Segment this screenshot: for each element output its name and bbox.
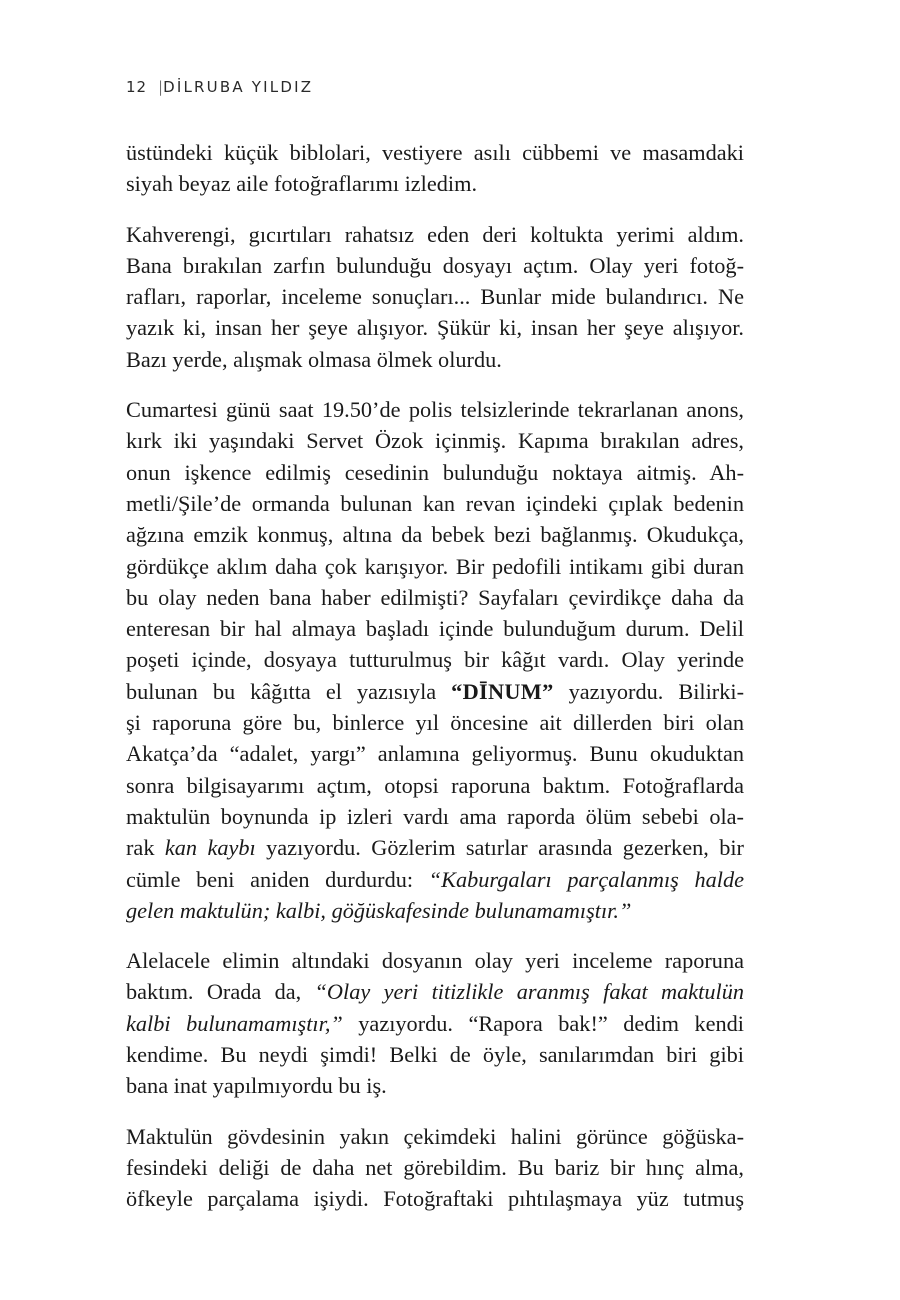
text-line: Alelacele elimin altındaki dosyanın olay yeri inceleme raporuna — [126, 948, 744, 974]
italic-quote: kalbi bulunamamıştır,” — [126, 1010, 343, 1036]
paragraph-5 — [126, 1121, 744, 1215]
text-segment: cümle beni aniden durdurdu: — [126, 866, 429, 892]
running-header — [126, 78, 313, 96]
text-line-keyword — [126, 676, 744, 707]
text-line: rafları, raporlar, inceleme sonuçları... Bunlar mide bulandırıcı. Ne — [126, 284, 744, 310]
author-name: DİLRUBA YILDIZ — [163, 78, 314, 96]
text-line: Bana bırakılan zarfın bulunduğu dosyayı açtım. Olay yeri fotoğ- — [126, 252, 744, 278]
text-line: kırk iki yaşındaki Servet Özok içinmiş. Kapıma bırakılan adres, — [126, 428, 744, 454]
text-line: şi raporuna göre bu, binlerce yıl öncesine ait dillerden biri olan — [126, 710, 744, 736]
text-segment: yazıyordu. Gözlerim satırlar arasında gezerken, bir — [255, 835, 744, 861]
text-line: metli/Şile’de ormanda bulunan kan revan içindeki çıplak bedenin — [126, 490, 744, 516]
header-separator: | — [158, 78, 164, 96]
paragraph-3 — [126, 394, 744, 926]
text-line: onun işkence edilmiş cesedinin bulunduğu noktaya aitmiş. Ah- — [126, 459, 744, 485]
text-segment: yazıyordu. Bilirki- — [553, 678, 744, 704]
text-line-quote — [126, 976, 744, 1007]
text-line: bu olay neden bana haber edilmişti? Sayfaları çevirdikçe daha da — [126, 584, 744, 610]
text-line: ağzına emzik konmuş, altına da bebek bezi bağlanmış. Okudukça, — [126, 522, 744, 548]
italic-quote: “Olay yeri titizlikle aranmış fakat maktulün — [314, 979, 744, 1005]
text-line: siyah beyaz aile fotoğraflarımı izledim. — [126, 171, 478, 197]
page-number: 12 — [126, 78, 148, 96]
text-line-quote — [126, 864, 744, 895]
text-segment: rak — [126, 835, 165, 861]
text-line-italic — [126, 832, 744, 863]
text-line: Cumartesi günü saat 19.50’de polis telsizlerinde tekrarlanan anons, — [126, 397, 744, 423]
text-line: Bazı yerde, alışmak olmasa ölmek olurdu. — [126, 346, 502, 372]
text-line: Akatça’da “adalet, yargı” anlamına geliyormuş. Bunu okuduktan — [126, 741, 744, 767]
paragraph-4 — [126, 945, 744, 1101]
text-line-quote-end — [126, 895, 744, 926]
italic-quote: “Kaburgaları parçalanmış halde — [428, 866, 744, 892]
text-line: gördükçe aklım daha çok karışıyor. Bir pedofili intikamı gibi duran — [126, 553, 744, 579]
text-line: fesindeki deliği de daha net görebildim. Bu bariz bir hınç alma, — [126, 1154, 744, 1180]
text-line: bana inat yapılmıyordu bu iş. — [126, 1073, 387, 1099]
paragraph-1 — [126, 137, 744, 200]
text-line: öfkeyle parçalama işiydi. Fotoğraftaki pıhtılaşmaya yüz tutmuş — [126, 1186, 744, 1212]
body-text — [126, 137, 744, 1234]
text-segment: bulunan bu kâğıtta el yazısıyla — [126, 678, 452, 704]
text-line: enteresan bir hal almaya başladı içinde bulunduğum durum. Delil — [126, 616, 744, 642]
text-line: Kahverengi, gıcırtıları rahatsız eden deri koltukta yerimi aldım. — [126, 221, 744, 247]
text-line: üstündeki küçük biblolari, vestiyere asılı cübbemi ve masamdaki — [126, 140, 744, 165]
italic-quote: gelen maktulün; kalbi, göğüskafesinde bulunamamıştır.” — [126, 897, 632, 923]
text-line: sonra bilgisayarımı açtım, otopsi raporuna baktım. Fotoğraflarda — [126, 772, 744, 798]
paragraph-2 — [126, 219, 744, 375]
text-line-quote-end — [126, 1008, 744, 1039]
text-line: yazık ki, insan her şeye alışıyor. Şükür ki, insan her şeye alışıyor. — [126, 315, 744, 341]
text-segment: yazıyordu. “Rapora bak!” dedim kendi — [342, 1010, 744, 1036]
text-line: poşeti içinde, dosyaya tutturulmuş bir kâğıt vardı. Olay yerinde — [126, 647, 744, 673]
text-line: kendime. Bu neydi şimdi! Belki de öyle, sanılarımdan biri gibi — [126, 1042, 744, 1068]
text-line: maktulün boynunda ip izleri vardı ama raporda ölüm sebebi ola- — [126, 803, 744, 829]
italic-phrase: kan kaybı — [164, 835, 256, 861]
keyword-dinum: “DĪNUM” — [451, 678, 554, 704]
text-line: Maktulün gövdesinin yakın çekimdeki halini görünce göğüska- — [126, 1123, 744, 1149]
text-segment: baktım. Orada da, — [126, 979, 315, 1005]
